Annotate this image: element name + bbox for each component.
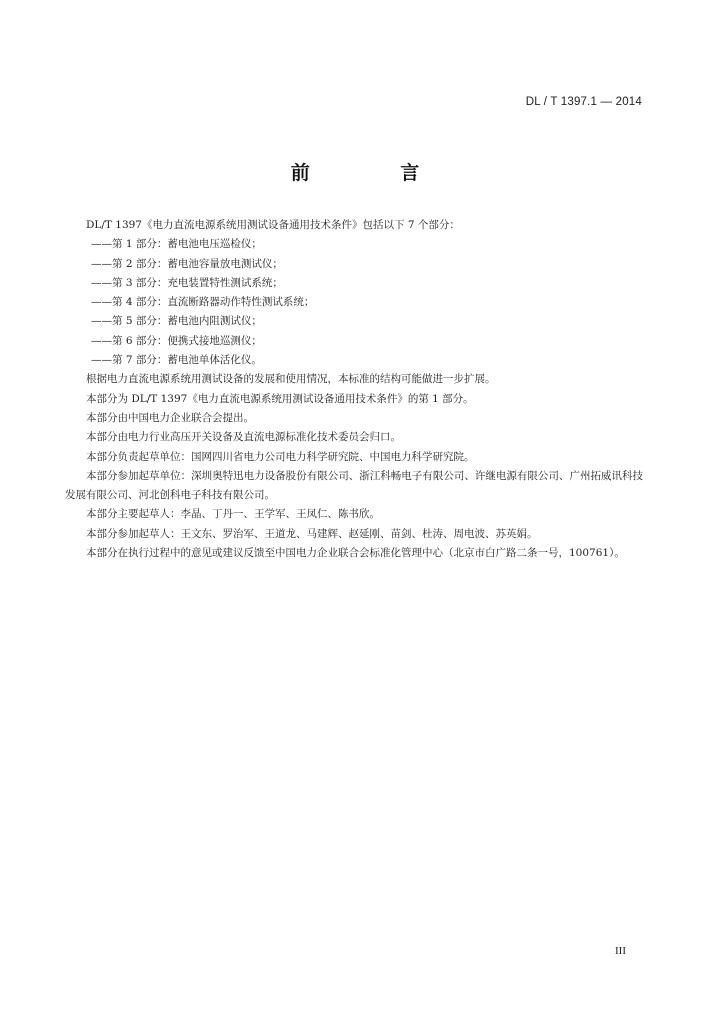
standard-code: DL / T 1397.1 — 2014 [525,96,642,108]
participating-drafter-paragraph: 本部分参加起草单位：深圳奥特迅电力设备股份有限公司、浙江科畅电子有限公司、许继电源有限公司、广州拓威讯科技发展有限公司、河北创科电子科技有限公司。 [65,469,643,502]
page-title: 前 言 [290,162,462,184]
parts-list [65,235,643,370]
list-item: ——第 5 部分：蓄电池内阻测试仪； [91,315,262,328]
list-item: ——第 3 部分：充电装置特性测试系统； [91,276,283,289]
intro-paragraph: DL/T 1397《电力直流电源系统用测试设备通用技术条件》包括以下 7 个部分： [86,219,460,231]
proposer-paragraph: 本部分由中国电力企业联合会提出。 [86,411,254,424]
list-item: ——第 7 部分：蓄电池单体活化仪。 [91,354,262,367]
list-item: ——第 6 部分：便携式接地巡测仪； [91,334,262,347]
list-item: ——第 4 部分：直流断路器动作特性测试系统； [91,296,315,309]
main-authors-paragraph: 本部分主要起草人：李晶、丁丹一、王学军、王凤仁、陈书欣。 [86,508,380,521]
structure-note-paragraph: 根据电力直流电源系统用测试设备的发展和使用情况，本标准的结构可能做进一步扩展。 [86,373,496,386]
administrator-paragraph: 本部分由电力行业高压开关设备及直流电源标准化技术委员会归口。 [86,431,401,444]
feedback-paragraph: 本部分在执行过程中的意见或建议反馈至中国电力企业联合会标准化管理中心（北京市白广路二条一号，100761）。 [86,547,625,560]
participating-authors-paragraph: 本部分参加起草人：王文东、罗治军、王道龙、马建辉、赵延刚、苗剑、杜涛、周电波、苏英娟。 [86,527,538,540]
page-number: III [615,945,626,957]
document-body [65,216,643,563]
list-item: ——第 1 部分：蓄电池电压巡检仪； [91,238,262,251]
lead-drafter-paragraph: 本部分负责起草单位：国网四川省电力公司电力科学研究院、中国电力科学研究院。 [86,450,475,463]
list-item: ——第 2 部分：蓄电池容量放电测试仪； [91,257,283,270]
part-statement-paragraph: 本部分为 DL/T 1397《电力直流电源系统用测试设备通用技术条件》的第 1 部分。 [86,392,474,405]
